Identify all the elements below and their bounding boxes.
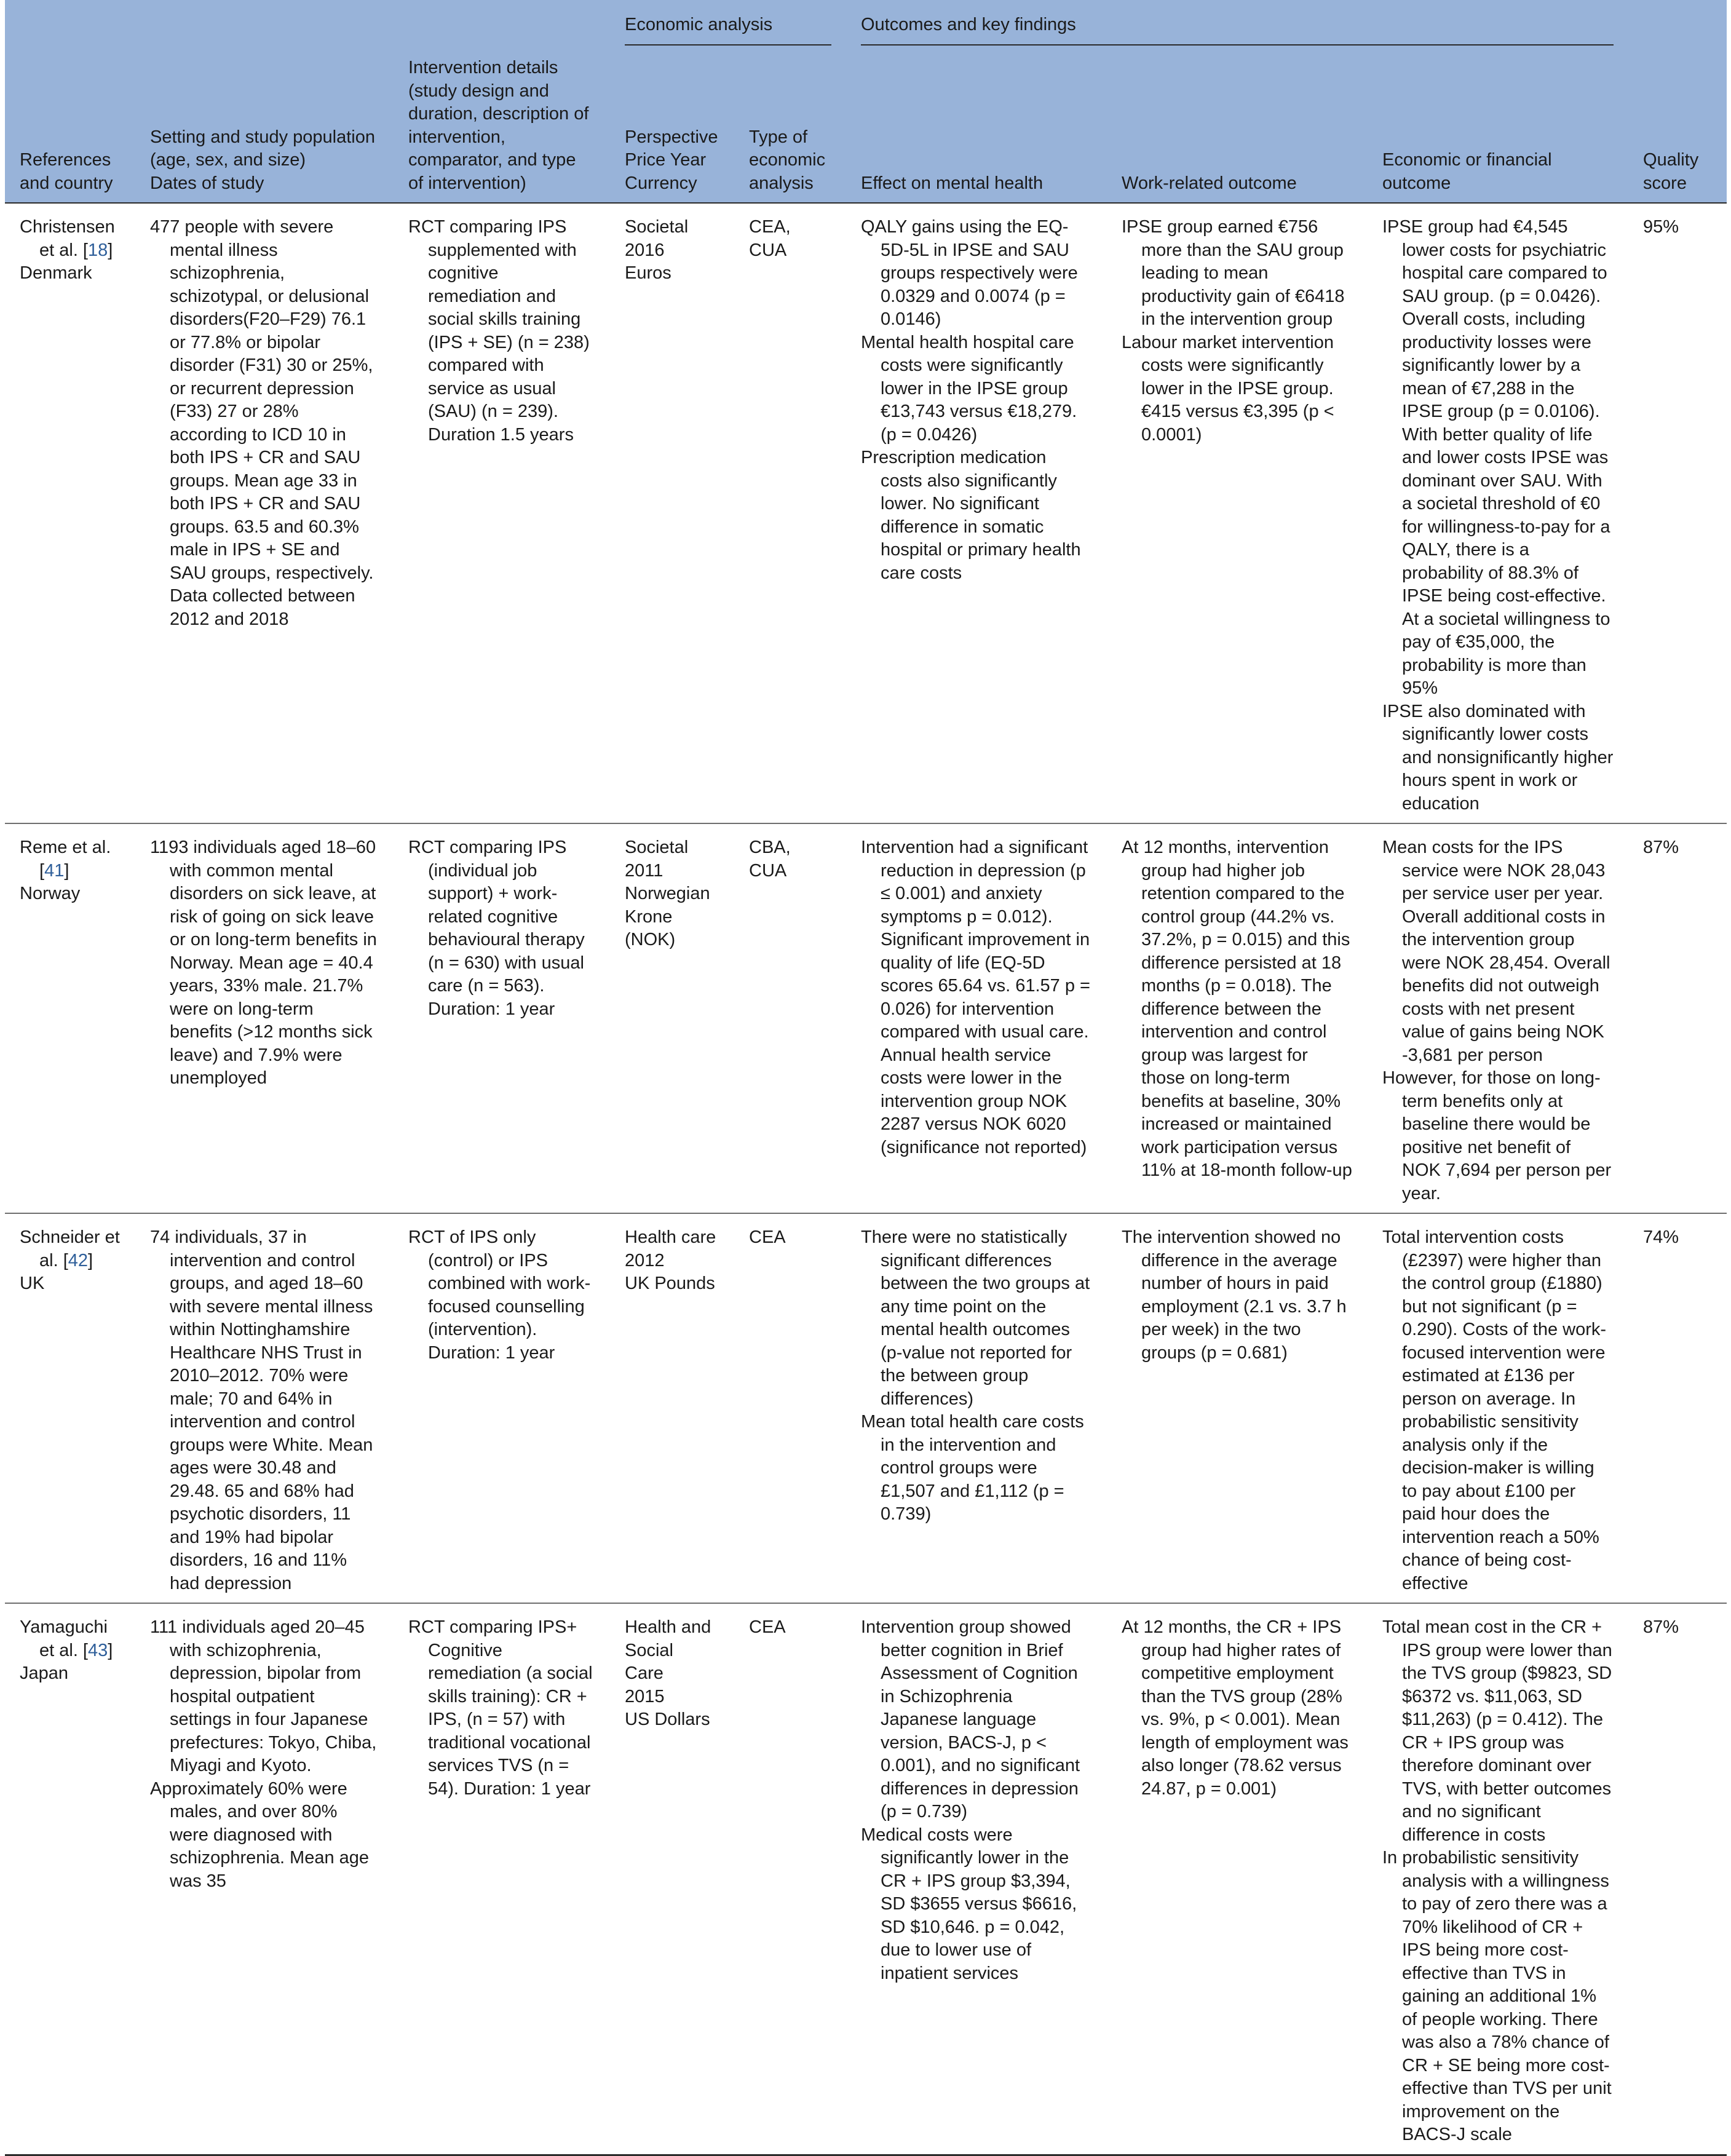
quality-score: 74% — [1643, 1227, 1679, 1247]
reference-authors: Reme et al. — [20, 838, 111, 857]
cell-quality-score — [1628, 203, 1727, 823]
cell-economic-outcome-paragraph: Total intervention costs (£2397) were higher than the control group (£1880) but not significant (p = 0.290). Costs of the work-focused intervention were estimated at £136 per person on average. In probabilistic sensitivity analysis only if the decision-maker is willing to pay about £100 per paid hour does the intervention reach a 50% chance of being cost-effective — [1382, 1227, 1607, 1593]
cell-perspective-line: 2015 — [625, 1686, 665, 1706]
cell-quality-score — [1628, 823, 1727, 1213]
cell-quality-score — [1628, 1213, 1727, 1603]
cell-perspective-line: 2012 — [625, 1250, 665, 1270]
cell-work-outcome — [1107, 823, 1368, 1213]
economic-analysis-type: CEA, CUA — [749, 217, 791, 260]
quality-score: 87% — [1643, 838, 1679, 857]
cell-perspective-line: Euros — [625, 263, 671, 283]
cell-intervention — [394, 1603, 610, 2155]
cell-work-outcome — [1107, 1603, 1368, 2155]
table-header — [5, 0, 1727, 203]
cell-intervention-paragraph: RCT comparing IPS supplemented with cognitive remediation and social skills training (IPS + SE) (n = 238) compared with service as usual (SAU) (n = 239). Duration 1.5 years — [408, 217, 590, 445]
cell-work-outcome — [1107, 203, 1368, 823]
cell-reference — [5, 1603, 135, 2155]
header-type: Type of economic analysis — [749, 127, 826, 193]
table-row — [5, 1213, 1727, 1603]
header-work-outcome: Work-related outcome — [1122, 173, 1297, 193]
header-group-outcomes: Outcomes and key findings — [846, 0, 1628, 57]
economic-analysis-type: CEA — [749, 1227, 786, 1247]
cell-mental-health — [846, 1213, 1107, 1603]
cell-setting — [135, 1603, 394, 2155]
cell-perspective — [610, 1213, 734, 1603]
reference-citation: Reme et al. [41] — [20, 838, 111, 881]
citation-link[interactable]: 41 — [44, 860, 65, 881]
reference-country: Denmark — [20, 263, 92, 283]
cell-economic-outcome — [1368, 1213, 1628, 1603]
cell-mental-health-paragraph: Medical costs were significantly lower in the CR + IPS group $3,394, SD $3655 versus $6616, SD $10,646. p = 0.042, due to lower use of inpatient services — [861, 1825, 1077, 1983]
cell-perspective — [610, 1603, 734, 2155]
cell-mental-health-paragraph: Mean total health care costs in the intervention and control groups were £1,507 and £1,112 (p = 0.739) — [861, 1412, 1084, 1524]
cell-work-outcome-paragraph: Labour market intervention costs were significantly lower in the IPSE group. €415 versus €3,395 (p < 0.0001) — [1122, 332, 1334, 445]
cell-perspective-line: Norwegian — [625, 884, 710, 903]
cell-intervention — [394, 203, 610, 823]
cell-setting — [135, 1213, 394, 1603]
economic-analysis-type: CBA, CUA — [749, 838, 791, 881]
cell-economic-outcome-paragraph: However, for those on long-term benefits only at baseline there would be positive net benefit of NOK 7,694 per person per year. — [1382, 1068, 1612, 1203]
cell-type — [734, 823, 846, 1213]
cell-economic-outcome-paragraph: IPSE also dominated with significantly lower costs and nonsignificantly higher hours spent in work or education — [1382, 701, 1614, 814]
cell-perspective-line: 2016 — [625, 240, 665, 260]
cell-quality-score — [1628, 1603, 1727, 2155]
cell-perspective — [610, 823, 734, 1213]
cell-economic-outcome-paragraph: IPSE group had €4,545 lower costs for psychiatric hospital care compared to SAU group. (p = 0.0426). Overall costs, including productivity losses were significantly lower by a mean of €7,288 in the IPSE group (p = 0.0106). With better quality of life and lower costs IPSE was dominant over SAU. With a societal threshold of €0 for willingness-to-pay for a QALY, there is a probability of 88.3% of IPSE being cost-effective. At a societal willingness to pay of €35,000, the probability is more than 95% — [1382, 217, 1610, 698]
cell-mental-health-paragraph: Mental health hospital care costs were significantly lower in the IPSE group €13,743 versus €18,279. (p = 0.0426) — [861, 332, 1077, 445]
cell-intervention — [394, 823, 610, 1213]
cell-perspective-line: Societal — [625, 838, 689, 857]
cell-economic-outcome-paragraph: Total mean cost in the CR + IPS group were lower than the TVS group ($9823, SD $6372 vs. $11,063, SD $11,263) (p = 0.412). The CR + IPS group was therefore dominant over TVS, with better outcomes and no significant difference in costs — [1382, 1617, 1612, 1845]
cell-mental-health-paragraph: Intervention group showed better cognition in Brief Assessment of Cognition in Schizophrenia Japanese language version, BACS-J, p < 0.001), and no significant differences in depression (p = 0.739) — [861, 1617, 1080, 1821]
header-quality-score: Quality score — [1643, 150, 1699, 193]
cell-perspective-line: (NOK) — [625, 930, 676, 949]
citation-link[interactable]: 43 — [88, 1640, 108, 1660]
cell-type — [734, 203, 846, 823]
cell-perspective-line: Care — [625, 1663, 663, 1683]
cell-economic-outcome — [1368, 823, 1628, 1213]
cell-mental-health — [846, 1603, 1107, 2155]
cell-perspective-line: Health care — [625, 1227, 716, 1247]
reference-authors: Christensen et al. — [20, 217, 115, 260]
cell-intervention-paragraph: RCT comparing IPS (individual job support) + work-related cognitive behavioural therapy (n = 630) with usual care (n = 563). Duration: 1 year — [408, 838, 585, 1019]
cell-work-outcome-paragraph: At 12 months, intervention group had higher job retention compared to the control group (44.2% vs. 37.2%, p = 0.015) and this difference persisted at 18 months (p = 0.018). The difference between the intervention and control group was largest for those on long-term benefits at baseline, 30% increased or maintained work participation versus 11% at 18-month follow-up — [1122, 838, 1352, 1180]
reference-authors: Schneider et al. — [20, 1227, 120, 1270]
cell-setting — [135, 203, 394, 823]
reference-country: UK — [20, 1274, 45, 1293]
cell-setting-paragraph: Approximately 60% were males, and over 80% were diagnosed with schizophrenia. Mean age was 35 — [150, 1778, 370, 1891]
citation-link[interactable]: 18 — [88, 240, 108, 260]
cell-mental-health-paragraph: There were no statistically significant differences between the two groups at any time point on the mental health outcomes (p-value not reported for the between group differences) — [861, 1227, 1090, 1409]
citation-link[interactable]: 42 — [68, 1250, 89, 1270]
economic-analysis-type: CEA — [749, 1617, 786, 1637]
economic-evaluation-table — [5, 0, 1727, 2156]
cell-economic-outcome-paragraph: In probabilistic sensitivity analysis with a willingness to pay of zero there was a 70% likelihood of CR + IPS being more cost-effective than TVS in gaining an additional 1% of people working. There was also a 78% chance of CR + SE being more cost-effective than TVS per unit improvement on the BACS-J scale — [1382, 1848, 1612, 2144]
table-row — [5, 1603, 1727, 2155]
header-setting: Setting and study population (age, sex, and size) Dates of study — [150, 127, 375, 193]
reference-authors: Yamaguchi et al. — [20, 1617, 108, 1660]
header-perspective: Perspective Price Year Currency — [625, 127, 718, 193]
cell-setting-paragraph: 477 people with severe mental illness schizophrenia, schizotypal, or delusional disorders(F20–F29) 76.1 or 77.8% or bipolar disorder (F31) 30 or 25%, or recurrent depression (F33) 27 or 28% according to ICD 10 in both IPS + CR and SAU groups. Mean age 33 in both IPS + CR and SAU groups. 63.5 and 60.3% male in IPS + SE and SAU groups, respectively. Data collected between 2012 and 2018 — [150, 217, 374, 629]
header-economic-outcome: Economic or financial outcome — [1382, 150, 1552, 193]
table-body — [5, 203, 1727, 2155]
cell-mental-health — [846, 823, 1107, 1213]
cell-intervention-paragraph: RCT of IPS only (control) or IPS combined with work-focused counselling (intervention). Duration: 1 year — [408, 1227, 591, 1363]
cell-intervention — [394, 1213, 610, 1603]
cell-reference — [5, 823, 135, 1213]
cell-perspective-line: Health and — [625, 1617, 711, 1637]
cell-perspective-line: Societal — [625, 217, 689, 237]
cell-economic-outcome — [1368, 203, 1628, 823]
header-intervention: Intervention details (study design and duration, description of intervention, comparator, and type of intervention) — [408, 58, 589, 193]
quality-score: 95% — [1643, 217, 1679, 237]
cell-type — [734, 1603, 846, 2155]
cell-perspective-line: 2011 — [625, 860, 663, 881]
cell-perspective-line: Krone — [625, 906, 673, 927]
cell-economic-outcome-paragraph: Mean costs for the IPS service were NOK 28,043 per service user per year. Overall additional costs in the intervention group were NOK 28,454. Overall benefits did not outweigh costs with net present value of gains being NOK -3,681 per person — [1382, 838, 1610, 1065]
header-mental-health: Effect on mental health — [861, 173, 1044, 193]
cell-perspective-line: Social — [625, 1640, 673, 1660]
quality-score: 87% — [1643, 1617, 1679, 1637]
cell-intervention-paragraph: RCT comparing IPS+ Cognitive remediation (a social skills training): CR + IPS, (n = 57) with traditional vocational services TVS (n = 54). Duration: 1 year — [408, 1617, 593, 1799]
cell-setting-paragraph: 111 individuals aged 20–45 with schizophrenia, depression, bipolar from hospital outpatient settings in four Japanese prefectures: Tokyo, Chiba, Miyagi and Kyoto. — [150, 1617, 377, 1775]
cell-reference — [5, 203, 135, 823]
cell-mental-health-paragraph: Prescription medication costs also significantly lower. No significant difference in somatic hospital or primary health care costs — [861, 448, 1081, 583]
cell-perspective-line: US Dollars — [625, 1710, 710, 1729]
cell-economic-outcome — [1368, 1603, 1628, 2155]
cell-setting-paragraph: 1193 individuals aged 18–60 with common mental disorders on sick leave, at risk of going on sick leave or on long-term benefits in Norway. Mean age = 40.4 years, 33% male. 21.7% were on long-term benefits (>12 months sick leave) and 7.9% were unemployed — [150, 838, 377, 1088]
table-row — [5, 823, 1727, 1213]
cell-work-outcome-paragraph: At 12 months, the CR + IPS group had higher rates of competitive employment than the TVS group (28% vs. 9%, p < 0.001). Mean length of employment was also longer (78.62 versus 24.87, p = 0.001) — [1122, 1617, 1349, 1799]
cell-reference — [5, 1213, 135, 1603]
cell-work-outcome — [1107, 1213, 1368, 1603]
cell-perspective-line: UK Pounds — [625, 1274, 715, 1293]
cell-work-outcome-paragraph: The intervention showed no difference in the average number of hours in paid employment (2.1 vs. 3.7 h per week) in the two groups (p = 0.681) — [1122, 1227, 1347, 1363]
reference-citation: Schneider et al. [42] — [20, 1227, 120, 1270]
cell-mental-health — [846, 203, 1107, 823]
reference-citation: Yamaguchi et al. [43] — [20, 1617, 113, 1660]
cell-perspective — [610, 203, 734, 823]
header-group-economic-analysis: Economic analysis — [610, 0, 846, 57]
cell-mental-health-paragraph: Intervention had a significant reduction in depression (p ≤ 0.001) and anxiety symptoms p = 0.012). Significant improvement in quality of life (EQ-5D scores 65.64 vs. 61.57 p = 0.026) for intervention compared with usual care. Annual health service costs were lower in the intervention group NOK 2287 versus NOK 6020 (significance not reported) — [861, 838, 1090, 1157]
cell-type — [734, 1213, 846, 1603]
table-row — [5, 203, 1727, 823]
header-references: References and country — [20, 150, 113, 193]
cell-work-outcome-paragraph: IPSE group earned €756 more than the SAU group leading to mean productivity gain of €6418 in the intervention group — [1122, 217, 1345, 329]
cell-mental-health-paragraph: QALY gains using the EQ-5D-5L in IPSE and SAU groups respectively were 0.0329 and 0.0074 (p = 0.0146) — [861, 217, 1078, 329]
reference-country: Norway — [20, 884, 81, 903]
cell-setting — [135, 823, 394, 1213]
reference-country: Japan — [20, 1663, 69, 1683]
cell-setting-paragraph: 74 individuals, 37 in intervention and control groups, and aged 18–60 with severe mental illness within Nottinghamshire Healthcare NHS Trust in 2010–2012. 70% were male; 70 and 64% in intervention and control groups were White. Mean ages were 30.48 and 29.48. 65 and 68% had psychotic disorders, 11 and 19% had bipolar disorders, 16 and 11% had depression — [150, 1227, 373, 1593]
reference-citation: Christensen et al. [18] — [20, 217, 115, 260]
